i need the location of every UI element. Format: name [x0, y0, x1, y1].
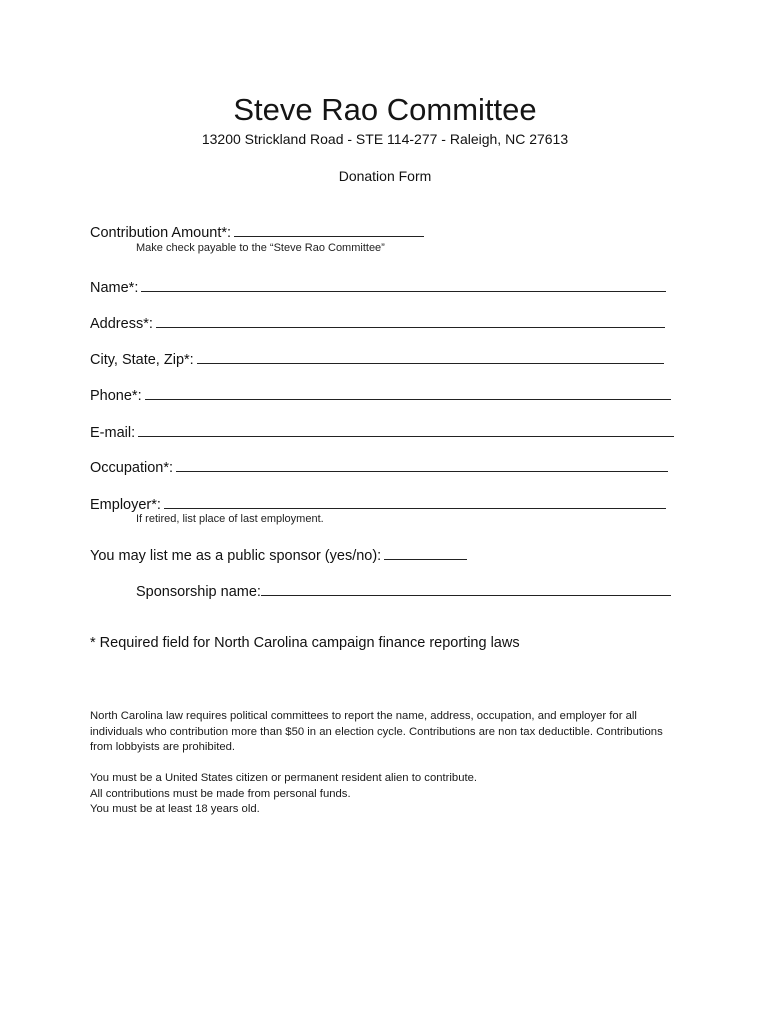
email-field[interactable]	[138, 422, 674, 437]
employer-label: Employer*:	[90, 497, 161, 513]
email-row	[90, 422, 674, 442]
city-state-zip-field[interactable]	[197, 349, 664, 364]
occupation-label: Occupation*:	[90, 460, 174, 476]
city-state-zip-label: City, State, Zip*:	[90, 352, 194, 368]
sponsorship-name-label: Sponsorship name:	[136, 584, 261, 600]
city-state-zip-row	[90, 349, 664, 369]
employer-row	[90, 494, 666, 514]
required-field-note: * Required field for North Carolina campaign finance reporting laws	[90, 635, 520, 651]
employer-field[interactable]	[164, 494, 666, 509]
name-field[interactable]	[141, 277, 666, 292]
eligibility-personal-funds: All contributions must be made from personal funds.	[90, 787, 351, 800]
occupation-field[interactable]	[176, 457, 668, 472]
sponsorship-name-row	[136, 581, 671, 601]
public-sponsor-field[interactable]	[384, 545, 467, 560]
address-row	[90, 313, 665, 333]
contribution-hint: Make check payable to the “Steve Rao Committee”	[136, 242, 385, 254]
employer-hint: If retired, list place of last employment.	[136, 513, 324, 525]
name-row	[90, 277, 666, 297]
name-label: Name*:	[90, 280, 139, 296]
page-title: Steve Rao Committee	[233, 92, 537, 127]
occupation-row	[90, 457, 668, 477]
contribution-amount-label: Contribution Amount*:	[90, 225, 232, 241]
legal-disclaimer	[90, 709, 680, 756]
eligibility-requirements	[90, 771, 680, 818]
phone-label: Phone*:	[90, 388, 142, 404]
address-label: Address*:	[90, 316, 153, 332]
public-sponsor-label: You may list me as a public sponsor (yes/no):	[90, 548, 382, 564]
committee-address: 13200 Strickland Road - STE 114-277 - Raleigh, NC 27613	[201, 131, 569, 147]
form-name: Donation Form	[338, 168, 432, 184]
eligibility-age: You must be at least 18 years old.	[90, 803, 260, 815]
address-field[interactable]	[156, 313, 665, 328]
legal-paragraph-reporting: North Carolina law requires political committees to report the name, address, occupation, and employer for all individuals who contribution more than $50 in an election cycle. Contributions are non tax deductible. Contributions from lobbyists are prohibited.	[90, 710, 663, 753]
phone-row	[90, 385, 671, 405]
contribution-amount-row	[90, 222, 424, 242]
public-sponsor-row	[90, 545, 467, 565]
eligibility-citizenship: You must be a United States citizen or permanent resident alien to contribute.	[90, 772, 478, 784]
sponsorship-name-field[interactable]	[261, 581, 671, 596]
phone-field[interactable]	[145, 385, 671, 400]
contribution-amount-field[interactable]	[234, 222, 424, 237]
email-label: E-mail:	[90, 425, 136, 441]
